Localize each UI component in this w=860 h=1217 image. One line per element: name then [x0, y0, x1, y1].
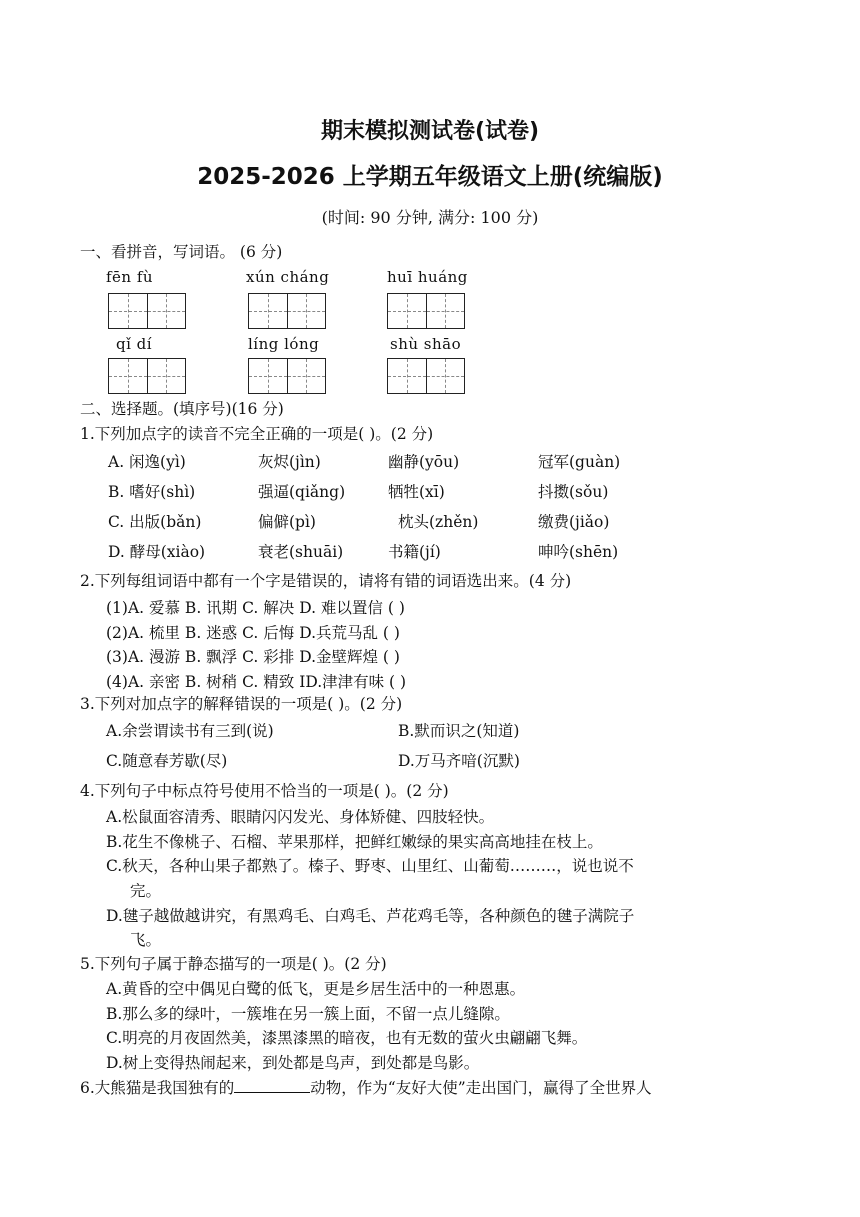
- q1-option: 灰烬(jìn): [258, 453, 321, 471]
- pinyin-label: xún cháng: [246, 268, 330, 286]
- q3-option: A.余尝谓读书有三到(说): [106, 722, 274, 740]
- writing-grid[interactable]: [248, 293, 326, 329]
- q1-option: 幽静(yōu): [388, 453, 460, 471]
- q1-option: 枕头(zhěn): [398, 513, 479, 531]
- q5-option: A.黄昏的空中偶见白鹭的低飞，更是乡居生活中的一种恩惠。: [106, 980, 526, 998]
- q1-option: 冠军(guàn): [538, 453, 621, 471]
- q2-row: (3)A. 漫游 B. 飘浮 C. 彩排 D.金壁辉煌 ( ): [106, 648, 400, 666]
- q1-option: 呻吟(shēn): [538, 543, 619, 561]
- q5-option: B.那么多的绿叶，一簇堆在另一簇上面，不留一点儿缝隙。: [106, 1005, 510, 1023]
- q1-option: B. 嗜好(shì): [108, 483, 196, 501]
- writing-grid[interactable]: [108, 358, 186, 394]
- writing-grid[interactable]: [248, 358, 326, 394]
- fill-blank[interactable]: [234, 1076, 310, 1093]
- section1-heading: 一、看拼音，写词语。 (6 分): [80, 243, 283, 261]
- q2-row: (4)A. 亲密 B. 树稍 C. 精致 ID.津津有味 ( ): [106, 673, 407, 691]
- pinyin-label: qǐ dí: [116, 335, 153, 353]
- q4-option: D.毽子越做越讲究，有黑鸡毛、白鸡毛、芦花鸡毛等，各种颜色的毽子满院子: [106, 907, 635, 925]
- q4-option: B.花生不像桃子、石榴、苹果那样，把鲜红嫩绿的果实高高地挂在枝上。: [106, 833, 603, 851]
- q4-option-cont: 飞。: [130, 931, 162, 949]
- q5-option: C.明亮的月夜固然美，漆黑漆黑的暗夜，也有无数的萤火虫翩翩飞舞。: [106, 1029, 588, 1047]
- exam-title: 期末模拟测试卷(试卷): [320, 119, 540, 144]
- question-6-stem: [80, 1076, 652, 1099]
- q1-option: 牺牲(xī): [388, 483, 445, 501]
- question-4-stem: 4.下列句子中标点符号使用不恰当的一项是( )。(2 分): [80, 782, 449, 800]
- q1-option: 偏僻(pì): [258, 513, 316, 531]
- q1-option: 书籍(jí): [388, 543, 441, 561]
- q3-option: B.默而识之(知道): [398, 722, 520, 740]
- q4-option: A.松鼠面容清秀、眼睛闪闪发光、身体矫健、四肢轻快。: [106, 808, 495, 826]
- q1-option: 衰老(shuāi): [258, 543, 344, 561]
- question-2-stem: 2.下列每组词语中都有一个字是错误的，请将有错的词语选出来。(4 分): [80, 572, 572, 590]
- q4-option-cont: 完。: [130, 882, 162, 900]
- q1-option: A. 闲逸(yì): [108, 453, 186, 471]
- q6-text-after: 动物，作为“友好大使”走出国门，赢得了全世界人: [310, 1079, 652, 1097]
- q3-option: C.随意春芳歇(尽): [106, 752, 228, 770]
- question-5-stem: 5.下列句子属于静态描写的一项是( )。(2 分): [80, 955, 387, 973]
- exam-subtitle-title: 2025-2026 上学期五年级语文上册(统编版): [197, 164, 663, 190]
- pinyin-label: shù shāo: [390, 335, 462, 353]
- section2-heading: 二、选择题。(填序号)(16 分): [80, 400, 284, 418]
- question-3-stem: 3.下列对加点字的解释错误的一项是( )。(2 分): [80, 695, 403, 713]
- writing-grid[interactable]: [387, 358, 465, 394]
- q1-option: 缴费(jiǎo): [538, 513, 610, 531]
- q1-option: D. 酵母(xiào): [108, 543, 206, 561]
- writing-grid[interactable]: [108, 293, 186, 329]
- q6-text-before: 6.大熊猫是我国独有的: [80, 1079, 235, 1097]
- q1-option: 强逼(qiǎng): [258, 483, 346, 501]
- pinyin-label: líng lóng: [248, 335, 320, 353]
- question-1-stem: 1.下列加点字的读音不完全正确的一项是( )。(2 分): [80, 425, 434, 443]
- exam-time-score: (时间: 90 分钟, 满分: 100 分): [321, 208, 539, 227]
- q5-option: D.树上变得热闹起来，到处都是鸟声，到处都是鸟影。: [106, 1054, 480, 1072]
- pinyin-label: huī huáng: [387, 268, 468, 286]
- q1-option: C. 出版(bǎn): [108, 513, 202, 531]
- q2-row: (1)A. 爱慕 B. 讯期 C. 解决 D. 难以置信 ( ): [106, 599, 405, 617]
- q1-option: 抖擞(sǒu): [538, 483, 609, 501]
- q4-option: C.秋天，各种山果子都熟了。榛子、野枣、山里红、山葡萄………，说也说不: [106, 857, 634, 875]
- q2-row: (2)A. 梳里 B. 迷惑 C. 后悔 D.兵荒马乱 ( ): [106, 624, 400, 642]
- writing-grid[interactable]: [387, 293, 465, 329]
- pinyin-label: fēn fù: [106, 268, 154, 286]
- q3-option: D.万马齐喑(沉默): [398, 752, 520, 770]
